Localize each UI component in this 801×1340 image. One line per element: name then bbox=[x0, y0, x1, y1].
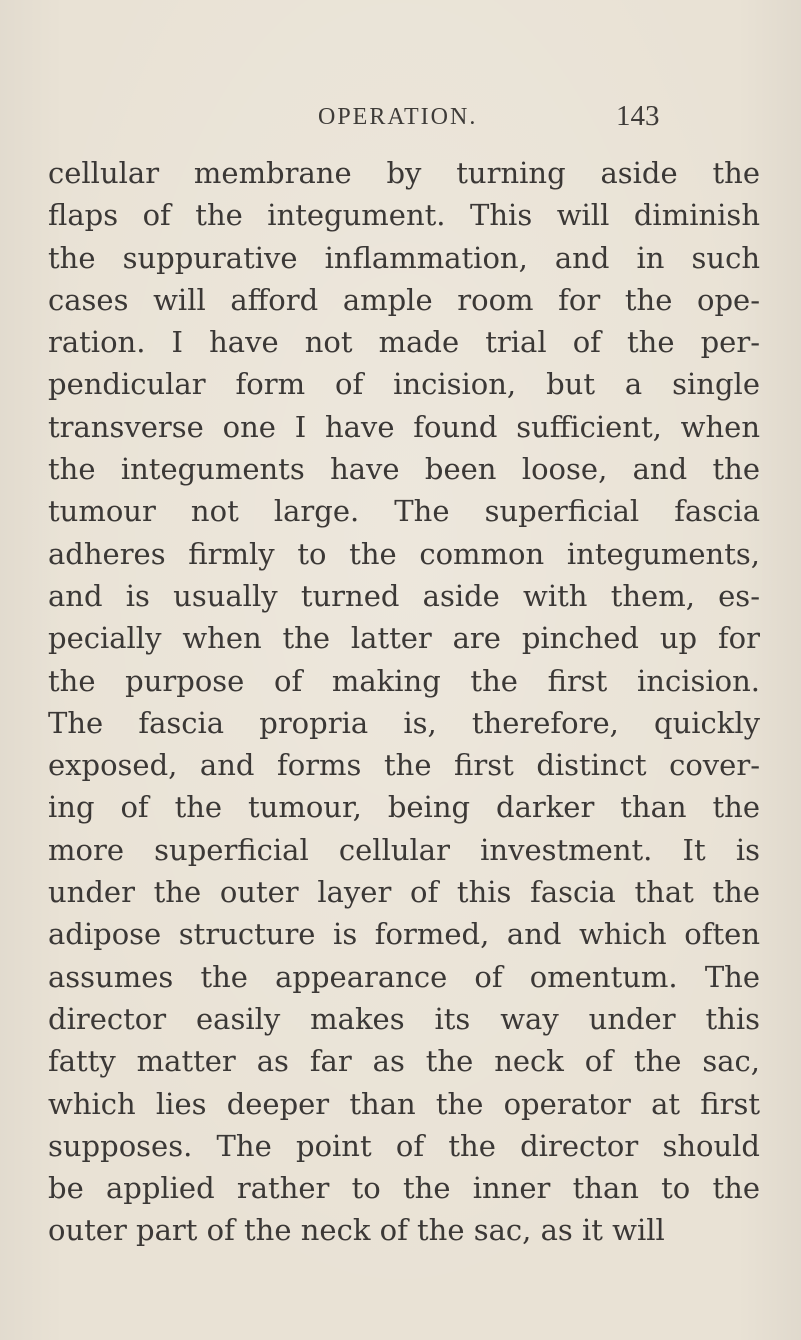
text-line: adipose structure is formed, and which often bbox=[48, 917, 760, 952]
text-line: ing of the tumour, being darker than the bbox=[48, 790, 760, 825]
text-line: assumes the appearance of omentum. The bbox=[48, 959, 760, 994]
text-line: supposes. The point of the director should bbox=[48, 1128, 760, 1163]
text-line: be applied rather to the inner than to the bbox=[48, 1171, 760, 1206]
running-head bbox=[0, 100, 801, 140]
running-title: OPERATION. bbox=[318, 104, 478, 130]
text-line: cellular membrane by turning aside the bbox=[48, 156, 760, 190]
text-line: ration. I have not made trial of the per- bbox=[48, 325, 760, 360]
text-line: outer part of the neck of the sac, as it will bbox=[48, 1213, 665, 1248]
text-line: fatty matter as far as the neck of the sac, bbox=[48, 1044, 760, 1079]
text-line: the suppurative inflammation, and in such bbox=[48, 240, 760, 275]
text-line: pecially when the latter are pinched up for bbox=[48, 621, 760, 656]
body-text bbox=[48, 152, 760, 1252]
text-line: cases will afford ample room for the ope- bbox=[48, 282, 760, 317]
page-number: 143 bbox=[616, 100, 660, 132]
text-line: pendicular form of incision, but a single bbox=[48, 367, 760, 402]
text-line: the purpose of making the first incision. bbox=[48, 663, 760, 698]
text-line: The fascia propria is, therefore, quickly bbox=[48, 705, 760, 740]
text-line: the integuments have been loose, and the bbox=[48, 452, 760, 487]
text-line: under the outer layer of this fascia that the bbox=[48, 875, 760, 910]
text-line: which lies deeper than the operator at first bbox=[48, 1086, 760, 1121]
text-line: and is usually turned aside with them, es- bbox=[48, 578, 760, 613]
text-line: adheres firmly to the common integuments, bbox=[48, 536, 760, 571]
text-line: more superficial cellular investment. It is bbox=[48, 832, 760, 867]
text-line: flaps of the integument. This will diminish bbox=[48, 198, 760, 233]
text-line: tumour not large. The superficial fascia bbox=[48, 494, 760, 529]
text-line: transverse one I have found sufficient, when bbox=[48, 409, 760, 444]
text-line: exposed, and forms the first distinct cover- bbox=[48, 748, 760, 783]
text-line: director easily makes its way under this bbox=[48, 1001, 760, 1036]
